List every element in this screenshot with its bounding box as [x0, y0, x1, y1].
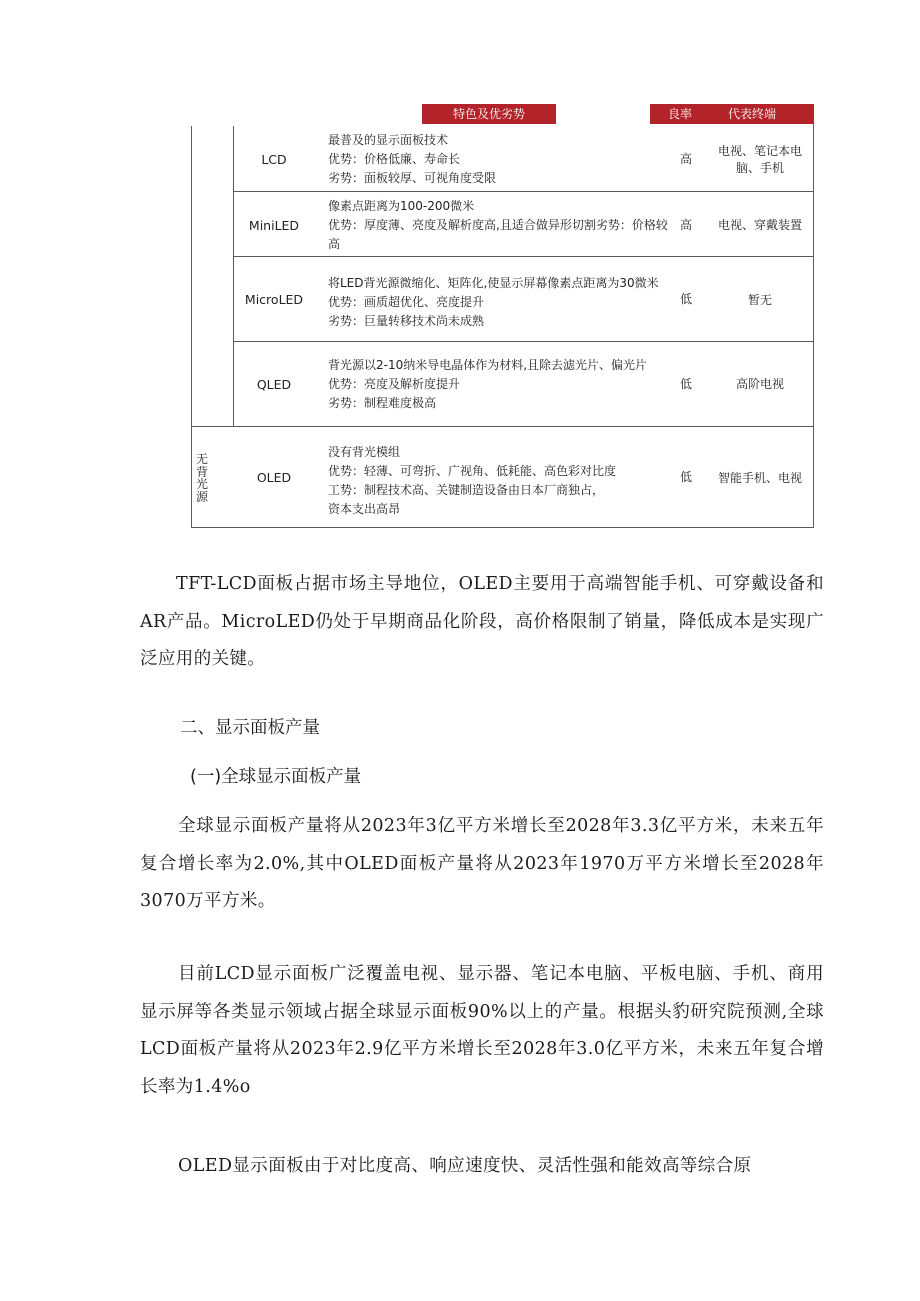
feature-line: 劣势：制程难度极高 — [328, 396, 437, 410]
feature-line: 最普及的显示面板技术 — [328, 133, 449, 147]
paragraph-lcd-output: 目前LCD显示面板广泛覆盖电视、显示器、笔记本电脑、平板电脑、手机、商用显示屏等各类显示领域占据全球显示面板90%以上的产量。根据头豹研究院预测,全球LCD面板产量将从2023年2.9亿平方米增长至2028年3.0亿平方米，未来五年复合增长率为1.4%o — [140, 964, 824, 1097]
header-features-label: 特色及优劣势 — [452, 107, 525, 121]
row-qled-yield: 低 — [679, 377, 692, 391]
row-divider-2 — [233, 256, 814, 257]
paragraph-market-overview: TFT-LCD面板占据市场主导地位，OLED主要用于高端智能手机、可穿戴设备和AR产品。MicroLED仍处于早期商品化阶段，高价格限制了销量，降低成本是实现广泛应用的关键。 — [140, 574, 824, 669]
section-heading: 二、显示面板产量 — [180, 718, 320, 738]
header-devices-label: 代表终端 — [728, 107, 777, 121]
row-qled-tech: QLED — [256, 377, 292, 392]
row-divider-3 — [233, 341, 814, 342]
row-oled-yield: 低 — [679, 470, 692, 484]
row-qled-features — [328, 356, 664, 413]
row-divider-1 — [233, 191, 814, 192]
row-miniled-yield: 高 — [679, 218, 692, 232]
row-oled-devices — [712, 470, 808, 487]
device-line: 电视、穿戴装置 — [717, 218, 802, 232]
paragraph-oled-advantages: OLED显示面板由于对比度高、响应速度快、灵活性强和能效高等综合原 — [178, 1156, 752, 1176]
row-lcd-tech: LCD — [261, 152, 287, 167]
feature-line: 工势：制程技术高、关键制造设备由日本厂商独占， — [328, 483, 605, 497]
feature-line: 劣势：巨量转移技术尚未成熟 — [328, 314, 485, 328]
row-lcd-devices — [712, 143, 808, 177]
paragraph-global-output: 全球显示面板产量将从2023年3亿平方米增长至2028年3.3亿平方米，未来五年复合增长率为2.0%,其中OLED面板产量将从2023年1970万平方米增长至2028年3070万平方米。 — [140, 816, 824, 911]
device-line: 脑、手机 — [735, 161, 784, 175]
device-line: 电视、笔记本电 — [717, 144, 802, 158]
feature-line: 高 — [328, 237, 341, 251]
table-right-border — [813, 124, 814, 528]
row-oled-features — [328, 443, 664, 519]
row-miniled-features — [328, 197, 668, 254]
feature-line: 背光源以2-10纳米导电晶体作为材料,且除去滤光片、偏光片 — [328, 358, 648, 372]
feature-line: 资本支出高昂 — [328, 502, 401, 516]
table-header-features — [422, 104, 556, 124]
device-line: 智能手机、电视 — [717, 471, 802, 485]
subsection-heading: (一)全球显示面板产量 — [190, 767, 362, 787]
feature-line: 优势：轻薄、可弯折、广视角、低耗能、高色彩对比度 — [328, 464, 617, 478]
device-line: 高阶电视 — [735, 377, 784, 391]
feature-line: 将LED背光源微缩化、矩阵化,使显示屏幕像素点距离为30微米 — [328, 276, 659, 290]
row-lcd-features — [328, 131, 664, 188]
header-yield-label: 良率 — [668, 107, 693, 121]
row-lcd-yield: 高 — [679, 152, 692, 166]
row-qled-devices — [712, 376, 808, 393]
feature-line: 劣势：面板较厚、可视角度受限 — [328, 171, 497, 185]
device-line: 暂无 — [747, 293, 772, 307]
row-microled-yield: 低 — [679, 292, 692, 306]
feature-line: 优势：价格低廉、寿命长 — [328, 152, 461, 166]
row-miniled-devices — [712, 217, 808, 234]
feature-line: 优势：画质超优化、亮度提升 — [328, 295, 485, 309]
feature-line: 像素点距离为100-200微米 — [328, 199, 475, 213]
feature-line: 优势：亮度及解析度提升 — [328, 377, 461, 391]
feature-line: 优势：厚度薄、亮度及解析度高,且适合做异形切割劣势：价格较 — [328, 218, 668, 232]
row-divider-4 — [191, 426, 814, 427]
row-microled-devices — [712, 292, 808, 309]
feature-line: 没有背光模组 — [328, 445, 401, 459]
row-miniled-tech: MiniLED — [248, 218, 300, 233]
row-microled-tech: MicroLED — [244, 292, 304, 307]
table-bottom-border — [191, 527, 814, 528]
group-label-no-backlight: 无背光源 — [195, 452, 208, 504]
row-oled-tech: OLED — [256, 470, 292, 485]
row-microled-features — [328, 274, 664, 331]
table-left-border-upper — [191, 126, 192, 426]
table-header-yield-devices — [650, 104, 814, 124]
